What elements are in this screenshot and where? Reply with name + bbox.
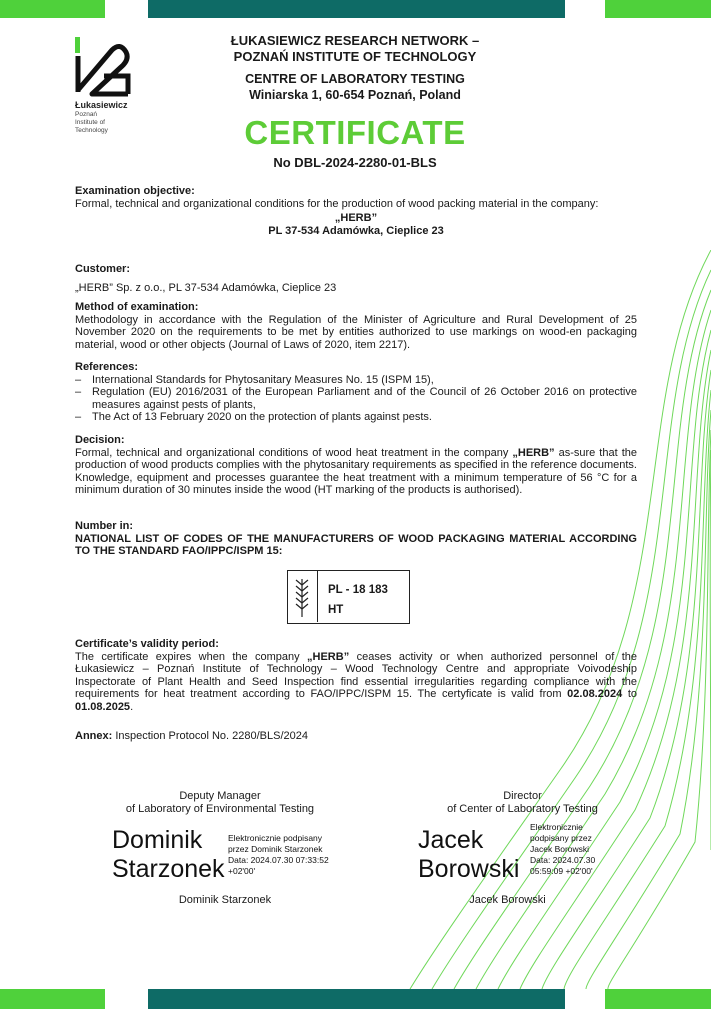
ippc-code-box	[287, 570, 410, 624]
left-esig-line: Data: 2024.07.30 07:33:52	[228, 855, 329, 865]
validity-text-before: The certificate expires when the company	[75, 650, 308, 663]
decision-text-after: as-sure that the production of wood products complies with the phytosanitary requirements as specified in the reference documents. Knowledge, equipment and processes guarantee the heat treatment with a minimum temperature of 56 °C for a minimum duration of 30 minutes inside the wood (HT marking of the products is authorised).	[75, 446, 637, 496]
objective-label: Examination objective:	[75, 185, 195, 197]
top-middle-bar	[148, 0, 565, 18]
section-references	[75, 361, 637, 424]
decision-text	[75, 447, 637, 497]
section-decision	[75, 434, 637, 497]
right-esig-line: Data: 2024.07.30	[530, 855, 596, 865]
right-signature-first: Jacek	[418, 826, 484, 854]
centre-address: Winiarska 1, 60-654 Poznań, Poland	[249, 88, 461, 102]
number-in-text: NATIONAL LIST OF CODES OF THE MANUFACTURERS OF WOOD PACKAGING MATERIAL ACCORDING TO THE STANDARD FAO/IPPC/ISPM 15:	[75, 532, 637, 557]
method-text: Methodology in accordance with the Regulation of the Minister of Agriculture and Rural Development of 25 November 2020 on the requirements to be met by entities authorized to use markings on wood-en packaging material, wood or other objects (Journal of Laws of 2020, item 2217).	[75, 313, 637, 351]
customer-text: „HERB” Sp. z o.o., PL 37-534 Adamówka, Cieplice 23	[75, 281, 337, 294]
right-signatory-name: Jacek Borowski	[469, 894, 546, 906]
right-role-line-2: of Center of Laboratory Testing	[447, 803, 598, 815]
validity-text	[75, 651, 637, 714]
validity-text-after: ceases activity or when authorized personnel of the Łukasiewicz – Poznań Institute of Technology – Wood Technology Centre and appropriate Voivodeship Inspectorate of Plant Health and Seed Inspection find essential irregularities regarding compliance with the requirements for heat treatment according to FAO/IPPC/ISPM 15. The certyficate is valid from	[75, 650, 637, 700]
right-electronic-signature	[530, 822, 595, 877]
decision-label: Decision:	[75, 434, 125, 446]
validity-to-word: to	[622, 688, 638, 700]
certificate-title: CERTIFICATE	[244, 114, 466, 151]
left-role-line-2: of Laboratory of Environmental Testing	[125, 803, 315, 815]
left-role-line-1: Deputy Manager	[179, 790, 261, 802]
section-validity	[75, 638, 637, 713]
section-annex	[75, 730, 637, 743]
objective-text: Formal, technical and organizational conditions for the production of wood packing material in the company:	[75, 197, 599, 210]
references-label: References:	[75, 361, 138, 373]
annex-text: Inspection Protocol No. 2280/BLS/2024	[112, 730, 308, 742]
centre-name: CENTRE OF LABORATORY TESTING	[245, 72, 465, 86]
left-esig-line: Elektronicznie podpisany	[228, 833, 323, 843]
section-method	[75, 301, 637, 351]
reference-item: – International Standards for Phytosanitary Measures No. 15 (ISPM 15),	[75, 374, 637, 387]
bottom-right-bar	[605, 989, 711, 1009]
section-objective	[75, 185, 637, 237]
left-signatory-name: Dominik Starzonek	[178, 894, 272, 906]
objective-company: „HERB”	[334, 212, 378, 224]
right-esig-line: Jacek Borowski	[530, 844, 590, 854]
right-signature-last: Borowski	[418, 855, 520, 883]
section-number-in	[75, 520, 637, 558]
section-customer	[75, 263, 637, 294]
institution-line-2: POZNAŃ INSTITUTE OF TECHNOLOGY	[233, 49, 477, 64]
validity-company: „HERB”	[307, 650, 350, 663]
left-signature-last: Starzonek	[112, 855, 225, 883]
bottom-left-bar	[0, 989, 105, 1009]
decision-company: „HERB”	[512, 446, 555, 459]
right-role-line-1: Director	[503, 790, 542, 802]
number-in-label: Number in:	[75, 520, 134, 532]
decision-text-before: Formal, technical and organizational conditions of wood heat treatment in the company	[75, 446, 513, 459]
institution-line-1: ŁUKASIEWICZ RESEARCH NETWORK –	[230, 33, 480, 48]
logo-name: Łukasiewicz	[75, 100, 128, 110]
right-esig-line: podpisany przez	[530, 833, 592, 843]
left-electronic-signature	[228, 833, 329, 877]
right-esig-line: Elektronicznie	[530, 822, 583, 832]
validity-end: .	[130, 700, 134, 713]
validity-label: Certificate’s validity period:	[75, 638, 219, 650]
reference-item: – The Act of 13 February 2020 on the protection of plants against pests.	[75, 411, 637, 424]
method-label: Method of examination:	[75, 301, 199, 313]
annex-label: Annex:	[75, 730, 113, 742]
right-signature-name	[418, 826, 519, 884]
right-signatory-role	[425, 790, 620, 816]
objective-company-address: PL 37-534 Adamówka, Cieplice 23	[268, 224, 444, 237]
left-signatory-role	[110, 790, 330, 816]
logo-subtitle: Poznań Institute of Technology	[75, 111, 108, 134]
customer-label: Customer:	[75, 263, 131, 275]
ippc-symbol-cell	[288, 571, 318, 622]
wheat-ear-icon	[288, 571, 316, 622]
references-list	[75, 374, 637, 424]
producer-code: PL - 18 183	[328, 584, 388, 596]
left-esig-line: przez Dominik Starzonek	[228, 844, 323, 854]
top-left-bar	[0, 0, 105, 18]
validity-date-to: 01.08.2025	[75, 700, 131, 713]
validity-date-from: 02.08.2024	[567, 688, 623, 700]
left-esig-line: +02'00'	[228, 866, 256, 876]
certificate-number: No DBL-2024-2280-01-BLS	[273, 155, 437, 170]
left-signature-first: Dominik	[112, 826, 203, 854]
reference-item: – Regulation (EU) 2016/2031 of the European Parliament and of the Council of 26 October 2016 on protective measures against pests of plants,	[75, 386, 637, 411]
right-esig-line: 05:59:09 +02'00'	[530, 866, 593, 876]
treatment-code: HT	[328, 604, 344, 616]
bottom-middle-bar	[148, 989, 565, 1009]
top-right-bar	[605, 0, 711, 18]
left-signature-name	[112, 826, 225, 884]
